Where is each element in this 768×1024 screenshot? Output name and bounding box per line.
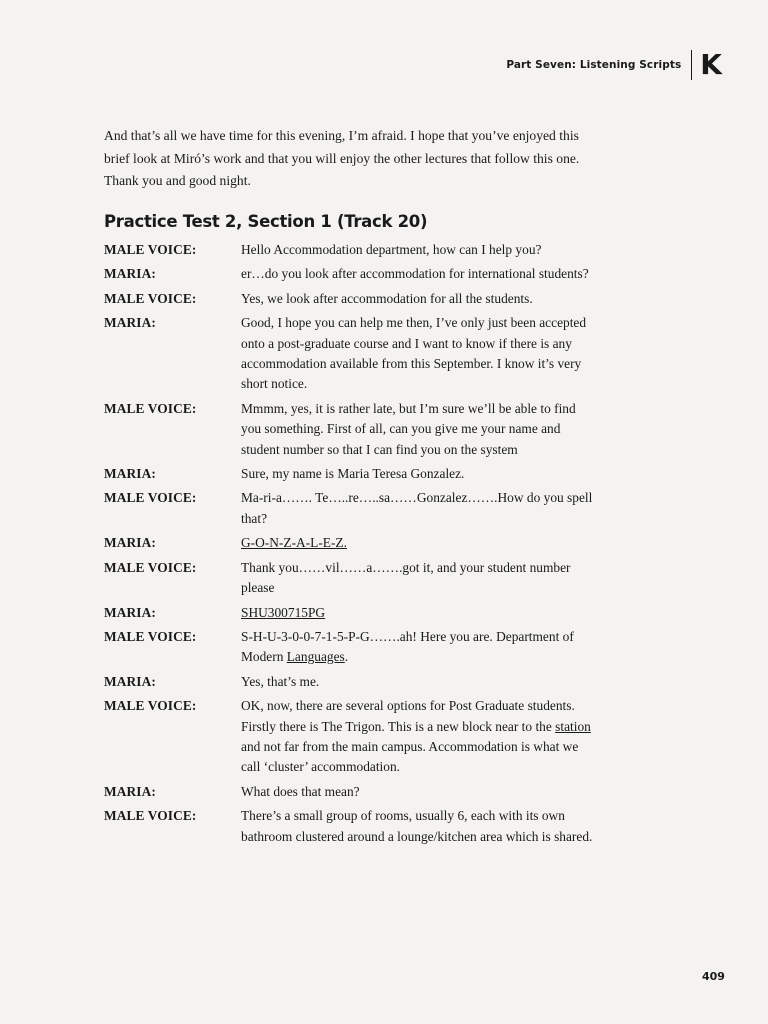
dialogue-turn: [104, 313, 604, 395]
section-heading: Practice Test 2, Section 1 (Track 20): [104, 212, 428, 231]
speaker-label: MARIA:: [104, 266, 156, 282]
dialogue-turn: [104, 488, 604, 529]
speech-line: er…do you look after accommodation for international students?: [241, 266, 589, 282]
running-header: [506, 50, 720, 80]
speech-line: What does that mean?: [241, 783, 360, 799]
speaker-label: MARIA:: [104, 466, 156, 482]
speaker-label: MARIA:: [104, 604, 156, 620]
speaker-label: MALE VOICE:: [104, 490, 197, 506]
speech-text: .: [344, 649, 349, 665]
dialogue-turn: [104, 399, 604, 460]
speech-line: Hello Accommodation department, how can I help you?: [241, 242, 542, 257]
speaker-label: MALE VOICE:: [104, 808, 197, 824]
underlined-answer: station: [555, 718, 591, 734]
speaker-label: MALE VOICE:: [104, 698, 197, 714]
underlined-answer: Languages: [286, 649, 345, 665]
dialogue-turn: [104, 627, 604, 668]
dialogue-script: [104, 240, 604, 851]
intro-paragraph: And that’s all we have time for this evening, I’m afraid. I hope that you’ve enjoyed this brief look at Miró’s work and that you will enjoy the other lectures that follow this one. Thank you and good night.: [104, 128, 580, 188]
dialogue-turn: [104, 289, 604, 309]
speech-line: Sure, my name is Maria Teresa Gonzalez.: [241, 466, 465, 482]
speech-text: OK, now, there are several options for Post Graduate students. Firstly there is The Trigon. This is a new block near to the: [241, 698, 575, 734]
dialogue-turn: [104, 558, 604, 599]
speech-text: S-H-U-3-0-0-7-1-5-P-G…….ah! Here you are. Department of Modern: [241, 628, 574, 665]
publisher-logo: K: [700, 48, 720, 81]
speaker-label: MARIA:: [104, 673, 156, 689]
dialogue-turn: [104, 533, 604, 553]
speech-line: [241, 627, 596, 668]
header-divider: [691, 50, 692, 80]
speaker-label: MARIA:: [104, 783, 156, 799]
page-number: 409: [702, 970, 725, 983]
speaker-label: MARIA:: [104, 535, 156, 551]
dialogue-turn: [104, 672, 604, 692]
speech-line: [241, 696, 596, 778]
dialogue-turn: [104, 696, 604, 778]
dialogue-turn: [104, 806, 604, 847]
speech-line-underlined: SHU300715PG: [241, 604, 326, 620]
dialogue-turn: [104, 264, 604, 284]
speech-line: Yes, that’s me.: [241, 673, 320, 689]
speech-text: and not far from the main campus. Accommodation is what we call ‘cluster’ accommodation.: [241, 738, 579, 775]
dialogue-turn: [104, 464, 604, 484]
speech-line: Thank you……vil……a…….got it, and your student number please: [241, 559, 571, 596]
speech-line: Yes, we look after accommodation for all the students.: [241, 290, 533, 306]
dialogue-turn: [104, 240, 604, 260]
speaker-label: MALE VOICE:: [104, 290, 197, 306]
speaker-label: MALE VOICE:: [104, 400, 197, 416]
running-header-title: Part Seven: Listening Scripts: [506, 59, 682, 71]
speaker-label: MALE VOICE:: [104, 628, 197, 644]
speech-line: Ma-ri-a……. Te…..re…..sa……Gonzalez…….How do you spell that?: [241, 490, 593, 526]
intro-paragraph-block: [104, 125, 604, 193]
speech-line-underlined: G-O-N-Z-A-L-E-Z.: [241, 535, 347, 551]
speech-line: Mmmm, yes, it is rather late, but I’m sure we’ll be able to find you something. First of all, can you give me your name and student number so that I can find you on the system: [241, 400, 576, 457]
dialogue-turn: [104, 603, 604, 623]
speech-line: Good, I hope you can help me then, I’ve only just been accepted onto a post-graduate course and I want to know if there is any accommodation available from this September. I know it’s very short notice.: [241, 315, 587, 392]
speaker-label: MARIA:: [104, 315, 156, 331]
speech-line: There’s a small group of rooms, usually 6, each with its own bathroom clustered around a lounge/kitchen area which is shared.: [241, 808, 593, 844]
speaker-label: MALE VOICE:: [104, 559, 197, 575]
dialogue-turn: [104, 782, 604, 802]
speaker-label: MALE VOICE:: [104, 242, 197, 257]
